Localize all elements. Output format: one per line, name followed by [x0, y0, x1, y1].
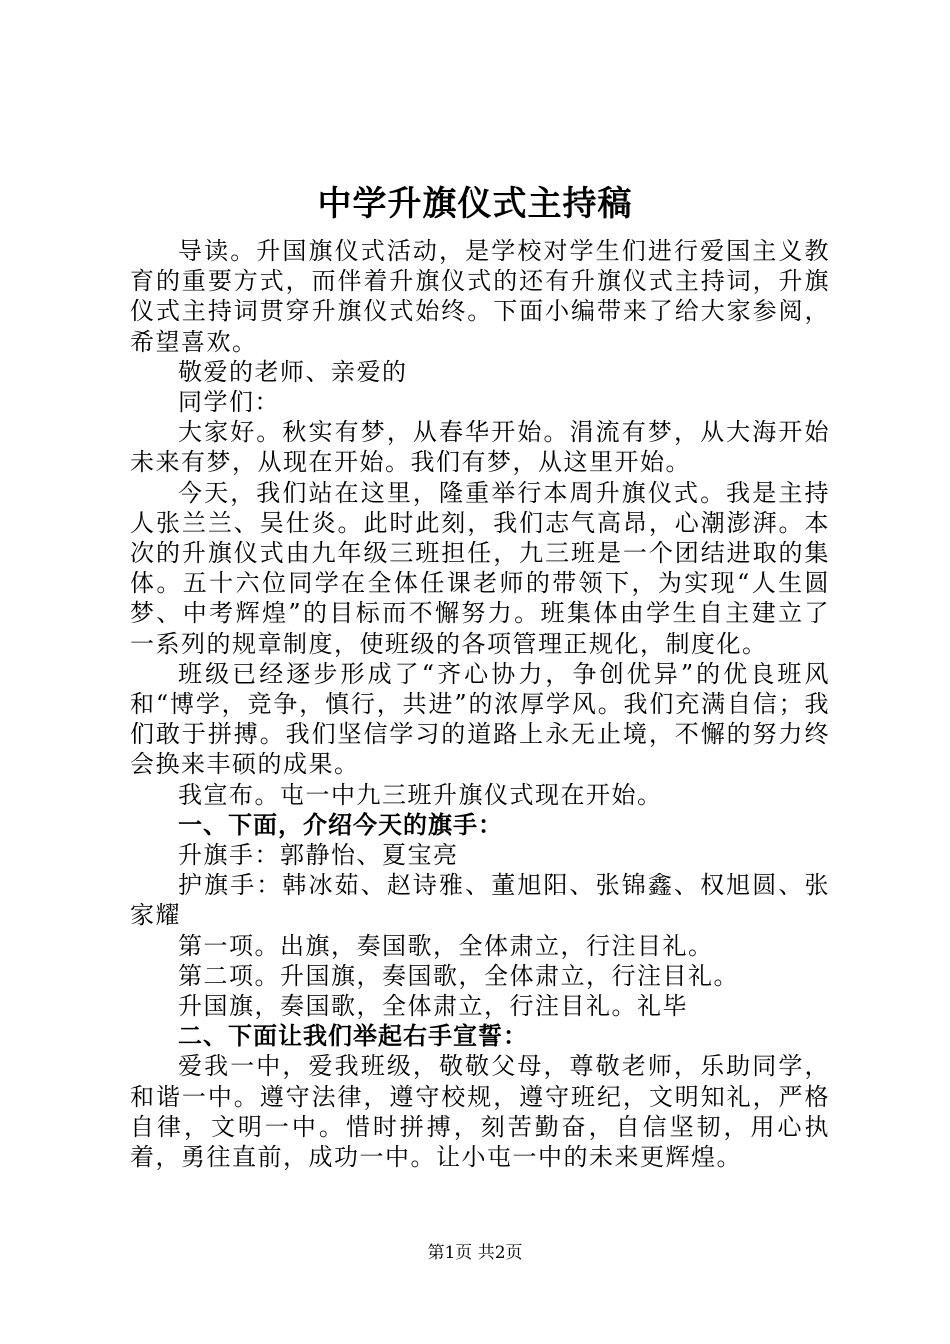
- body-paragraph: 爱我一中，爱我班级，敬敬父母，尊敬老师，乐助同学，和谐一中。遵守法律，遵守校规，遵守班纪，文明知礼，严格自律，文明一中。惜时拼搏，刻苦勤奋，自信坚韧，用心执着，勇往直前，成功一中。让小屯一中的未来更辉煌。: [130, 1052, 830, 1172]
- body-paragraph: 升旗手：郭静怡、夏宝亮: [178, 841, 459, 870]
- body-paragraph: 升国旗，奏国歌，全体肃立，行注目礼。礼毕: [178, 992, 688, 1021]
- intro-paragraph: 导读。升国旗仪式活动，是学校对学生们进行爱国主义教育的重要方式，而伴着升旗仪式的还有升旗仪式主持词，升旗仪式主持词贯穿升旗仪式始终。下面小编带来了给大家参阅，希望喜欢。: [130, 237, 830, 356]
- body-paragraph: 我宣布。屯一中九三班升旗仪式现在开始。: [178, 780, 663, 809]
- section-heading: 一、下面，介绍今天的旗手：: [178, 810, 503, 839]
- body-paragraph: 今天，我们站在这里，隆重举行本周升旗仪式。我是主持人张兰兰、吴仕炎。此时此刻，我们志气高昂，心潮澎湃。本次的升旗仪式由九年级三班担任，九三班是一个团结进取的集体。五十六位同学在全体任课老师的带领下，为实现“人生圆梦、中考辉煌”的目标而不懈努力。班集体由学生自主建立了一系列的规章制度，使班级的各项管理正规化，制度化。: [130, 478, 830, 658]
- salutation-line: 敬爱的老师、亲爱的: [178, 357, 408, 386]
- body-paragraph: 第二项。升国旗，奏国歌，全体肃立，行注目礼。: [178, 961, 739, 990]
- section-heading: 二、下面让我们举起右手宣誓：: [178, 1022, 528, 1051]
- page-footer: 第1页 共2页: [427, 1243, 523, 1263]
- body-paragraph: 大家好。秋实有梦，从春华开始。涓流有梦，从大海开始未来有梦，从现在开始。我们有梦，从这里开始。: [130, 418, 830, 477]
- body-paragraph: 班级已经逐步形成了“齐心协力，争创优异”的优良班风和“博学，竞争，慎行，共进”的浓厚学风。我们充满自信；我们敢于拼搏。我们坚信学习的道路上永无止境，不懈的努力终会换来丰硕的成果。: [130, 659, 830, 779]
- body-paragraph: 护旗手：韩冰茹、赵诗雅、董旭阳、张锦鑫、权旭圆、张家耀: [130, 871, 830, 930]
- document-title: 中学升旗仪式主持稿: [317, 184, 633, 224]
- body-paragraph: 第一项。出旗，奏国歌，全体肃立，行注目礼。: [178, 931, 714, 960]
- document-body: [130, 236, 830, 1172]
- salutation-line: 同学们：: [178, 388, 280, 417]
